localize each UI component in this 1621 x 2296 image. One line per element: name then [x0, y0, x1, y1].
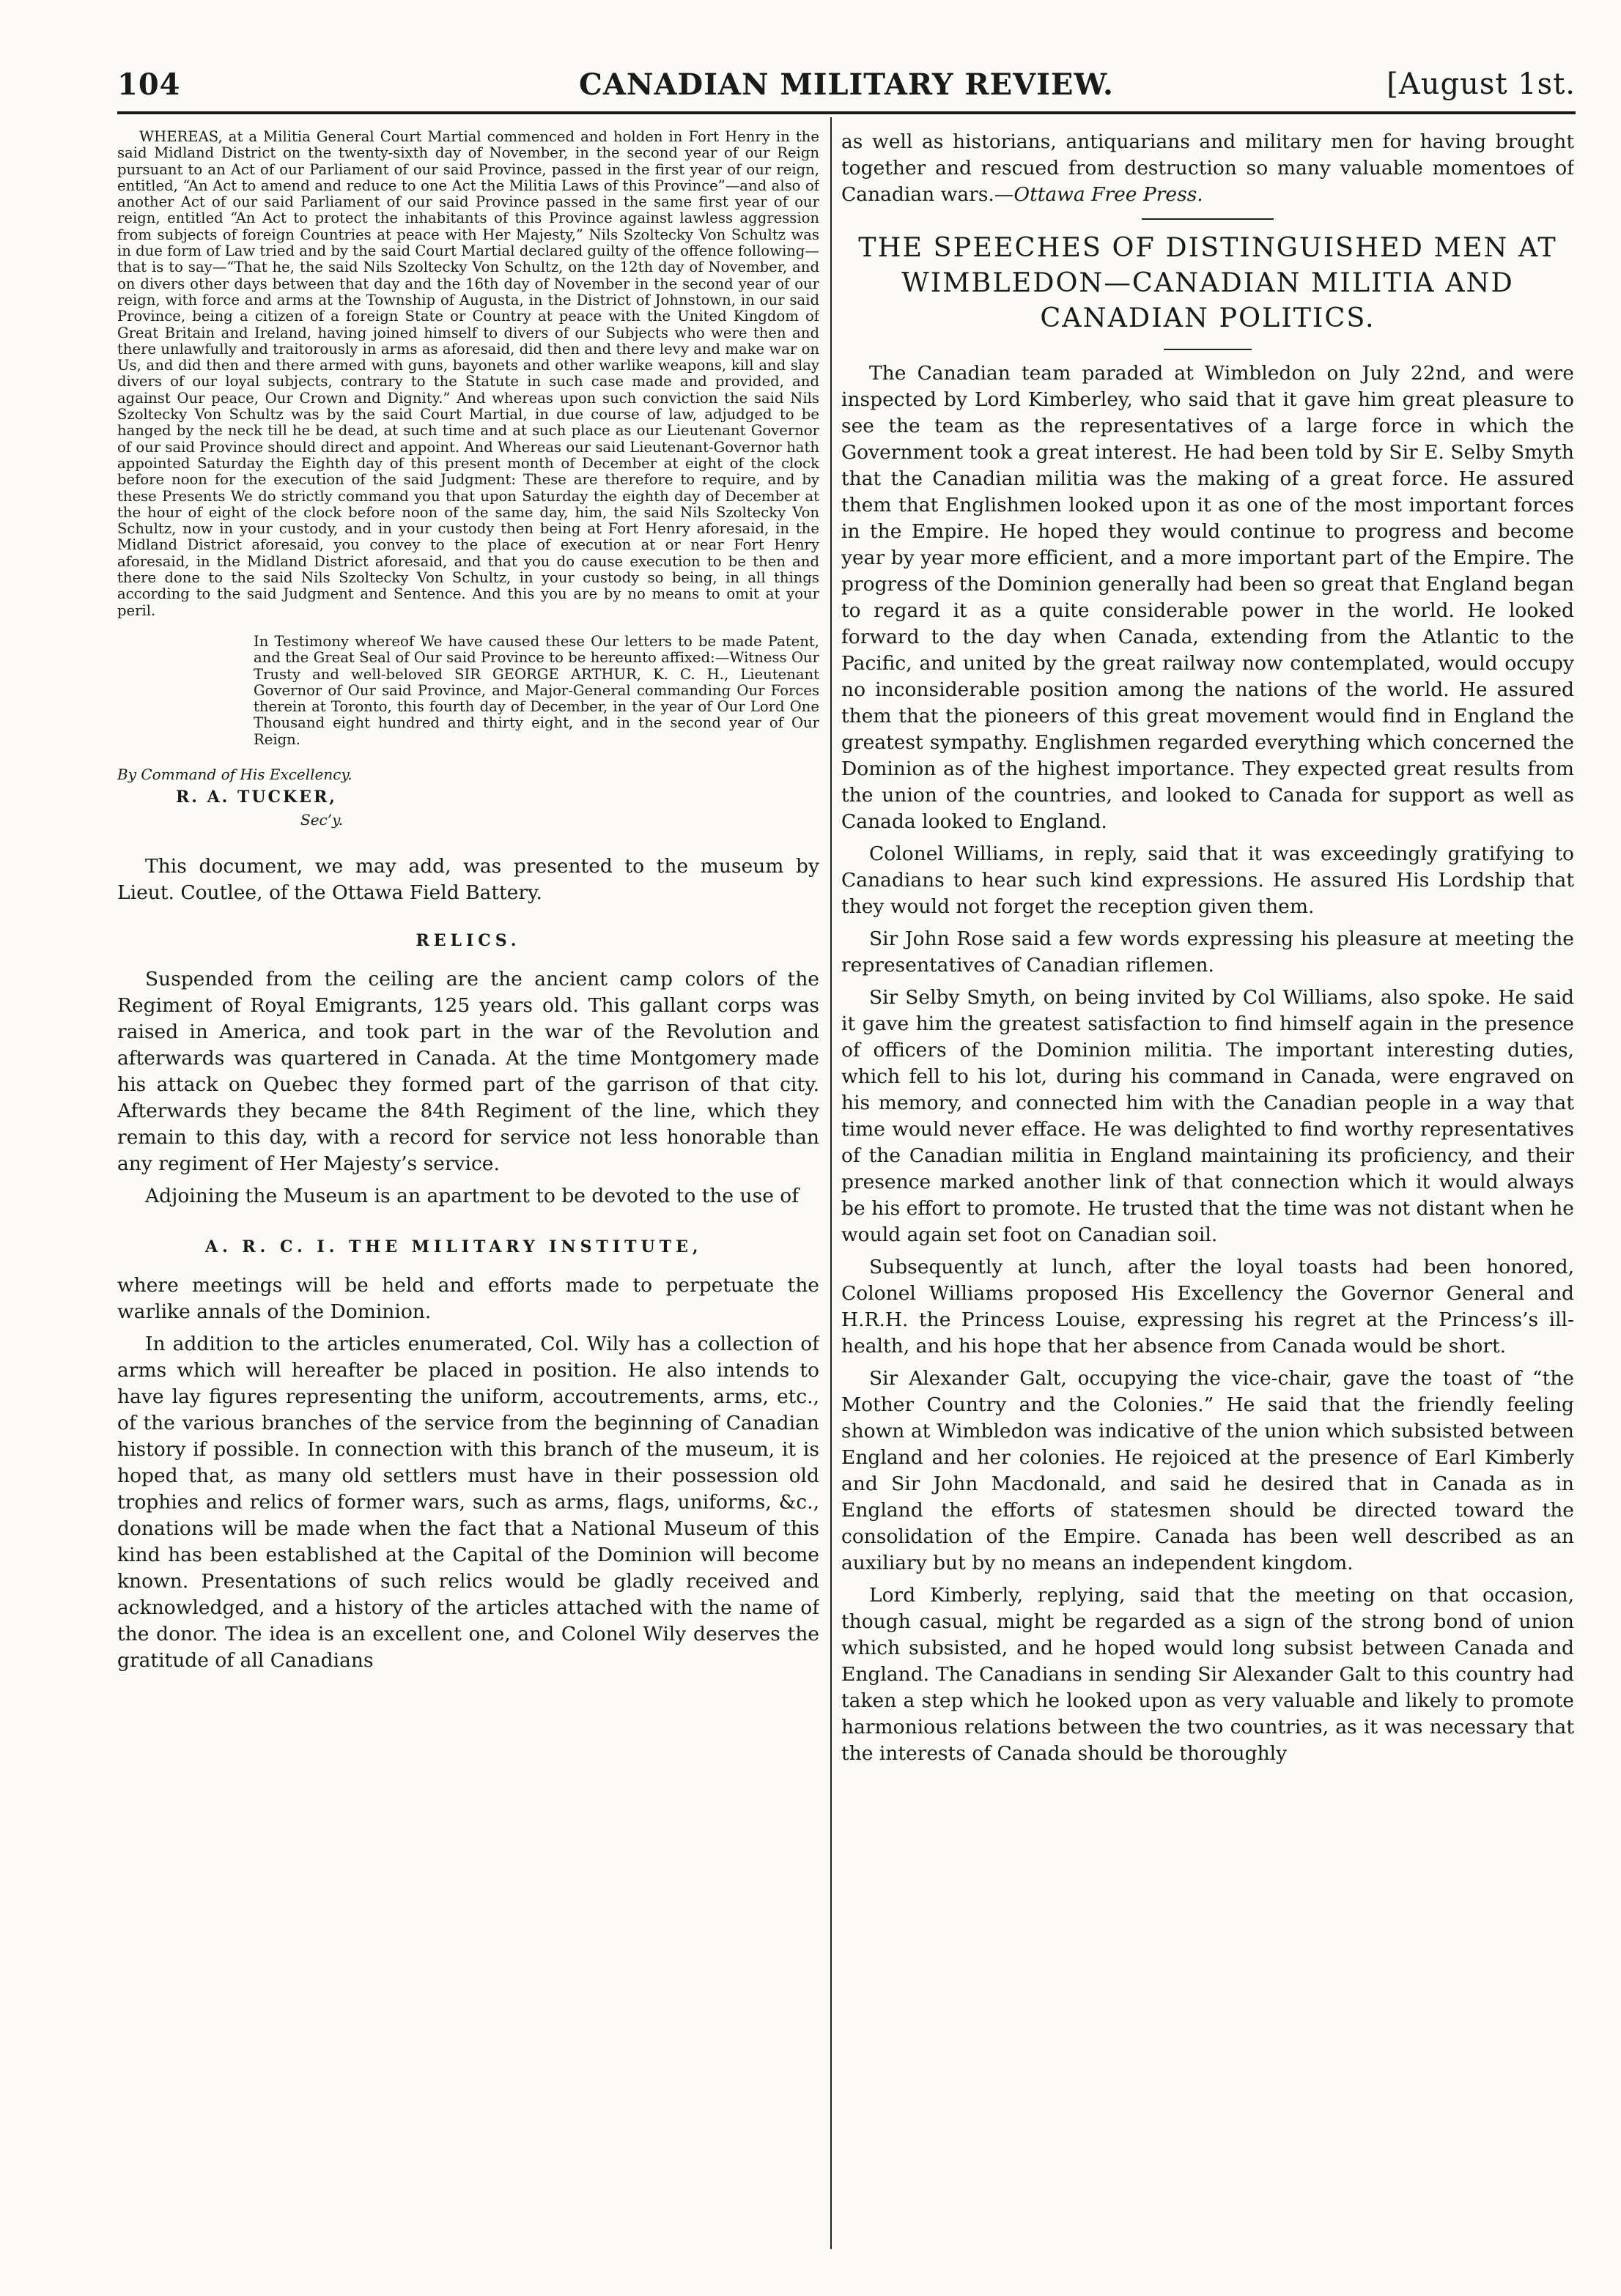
- source-credit: Ottawa Free Press.: [1013, 183, 1203, 206]
- continuation-paragraph: [841, 129, 1574, 208]
- institute-heading: A. R. C. I. THE MILITARY INSTITUTE,: [205, 1237, 703, 1256]
- adjoining-paragraph: Adjoining the Museum is an apartment to be devoted to the use of: [145, 1184, 800, 1207]
- signature-name: R. A. TUCKER,: [176, 787, 337, 807]
- article-paragraph: Sir Alexander Galt, occupying the vice-chair, gave the toast of “the Mother Country and the Colonies.” He said that the friendly feeling shown at Wimbledon was indicative of the union which subsisted between England and her colonies. He rejoiced at the presence of Earl Kimberly and Sir John Macdonald, and said he desired that in Canada as in England the efforts of statesmen should be directed toward the consolidation of the Empire. Canada has been well described as an auxiliary but by no means an independent kingdom.: [841, 1367, 1574, 1574]
- issue-date: [August 1st.: [1386, 67, 1576, 101]
- article-paragraph: Colonel Williams, in reply, said that it was exceedingly gratifying to Canadians to hear such kind expressions. He assured His Lordship that they would not forget the reception given them.: [841, 843, 1574, 918]
- signature-title: Sec’y.: [300, 810, 344, 829]
- testimony-clause: In Testimony whereof We have caused these Our letters to be made Patent, and the Great Seal of Our said Province to be hereunto affixed:—Witness Our Trusty and well-beloved SIR GEORGE ARTHUR, K. C. H., Lieutenant Governor of Our said Province, and Major-General commanding Our Forces therein at Toronto, this fourth day of December, in the year of Our Lord One Thousand eight hundred and thirty eight, and in the second year of Our Reign.: [254, 632, 819, 748]
- by-command-line: By Command of His Excellency.: [117, 765, 352, 783]
- header-rule: [117, 111, 1576, 114]
- article-paragraph: Lord Kimberly, replying, said that the meeting on that occasion, though casual, might be regarded as a sign of the strong bond of union which subsisted, and he hoped would long subsist between Canada and England. The Canadians in sending Sir Alexander Galt to this country had taken a step which he looked upon as very valuable and likely to promote harmonious relations between the two countries, as it was necessary that the interests of Canada should be thoroughly: [841, 1584, 1574, 1765]
- presented-paragraph: This document, we may add, was presented to the museum by Lieut. Coutlee, of the Ottawa Field Battery.: [117, 854, 819, 904]
- page-number: 104: [117, 67, 181, 102]
- warrant-text: WHEREAS, at a Militia General Court Martial commenced and holden in Fort Henry in the said Midland District on the twenty-sixth day of November, in the second year of our Reign pursuant to an Act of our Parliament of our said Province, passed in the first year of our reign, entitled, “An Act to amend and reduce to one Act the Militia Laws of this Province”—and also of another Act of our said Parliament of our said Province passed in the same first year of our reign, entitled “An Act to protect the inhabitants of this Province against lawless aggression from subjects of foreign Countries at peace with Her Majesty,” Nils Szoltecky Von Schultz was in due form of Law tried and by the said Court Martial declared guilty of the offence following—that is to say—“That he, the said Nils Szoltecky Von Schultz, on the 12th day of November, and on divers other days between that day and the 16th day of November in the second year of our reign, with force and arms at the Township of Augusta, in the District of Johnstown, in our said Province, being a citizen of a foreign State or Country at peace with the United Kingdom of Great Britain and Ireland, having joined himself to divers of our Subjects who were then and there unlawfully and traitorously in arms as aforesaid, did then and there levy and make war on Us, and did then and there armed with guns, bayonets and other warlike weapons, kill and slay divers of our loyal subjects, contrary to the Statute in such case made and provided, and against Our peace, Our Crown and Dignity.” And whereas upon such conviction the said Nils Szoltecky Von Schultz was by the said Court Martial, in due course of law, adjudged to be hanged by the neck till he be dead, at such time and at such place as our Lieutenant Governor of our said Province should direct and appoint. And Whereas our said Lieutenant-Governor hath appointed Saturday the Eighth day of this present month of December at eight of the clock before noon for the execution of the said Judgment: These are therefore to require, and by these Presents We do strictly command you that upon Saturday the eighth day of December at the hour of eight of the clock before noon of the same day, him, the said Nils Szoltecky Von Schultz, now in your custody, and in your custody then being at Fort Henry aforesaid, in the Midland District aforesaid, you convey to the place of execution at or near Fort Henry aforesaid, in the Midland District aforesaid, and that you do cause execution to be then and there done to the said Nils Szoltecky Von Schultz, in your custody so being, in all things according to the said Judgment and Sentence. And this you are by no means to omit at your peril.: [117, 129, 819, 619]
- article-paragraph: Subsequently at lunch, after the loyal toasts had been honored, Colonel Williams proposed His Excellency the Governor General and H.R.H. the Princess Louise, expressing his regret at the Princess’s ill-health, and his hope that her absence from Canada would be short.: [841, 1256, 1574, 1358]
- article-paragraph: Sir John Rose said a few words expressing his pleasure at meeting the representatives of Canadian riflemen.: [841, 927, 1574, 977]
- relics-paragraph: Suspended from the ceiling are the ancient camp colors of the Regiment of Royal Emigrants, 125 years old. This gallant corps was raised in America, and took part in the war of the Revolution and afterwards was quartered in Canada. At the time Montgomery made his attack on Quebec they formed part of the garrison of that city. Afterwards they became the 84th Regiment of the line, which they remain to this day, with a record for service not less honorable than any regiment of Her Majesty’s service.: [117, 967, 819, 1175]
- headline-rule: [1164, 349, 1252, 350]
- right-column: [841, 129, 1574, 2254]
- article-paragraph: Sir Selby Smyth, on being invited by Col Williams, also spoke. He said it gave him the greatest satisfaction to find himself again in the presence of officers of the Dominion militia. The important interesting duties, which fell to his lot, during his command in Canada, were engraved on his memory, and connected him with the Canadian people in a way that time would never efface. He was delighted to find worthy representatives of the Canadian militia in England maintaining its proficiency, and their presence marked another link of that connection which it would always be his effort to promote. He trusted that the time was not distant when he would again set foot on Canadian soil.: [841, 986, 1574, 1246]
- continuation-text: as well as historians, antiquarians and military men for having brought together and rescued from destruction so many valuable momentoes of Canadian wars.—: [841, 130, 1574, 206]
- addition-paragraph: In addition to the articles enumerated, Col. Wily has a collection of arms which will hereafter be placed in position. He also intends to have lay figures representing the uniform, accoutrements, arms, etc., of the various branches of the service from the beginning of Canadian history if possible. In connection with this branch of the museum, it is hoped that, as many old settlers must have in their possession old trophies and relics of former wars, such as arms, flags, uniforms, &c., donations will be made when the fact that a National Museum of this kind has been established at the Capital of the Dominion will become known. Presentations of such relics would be gladly received and acknowledged, and a history of the articles attached with the name of the donor. The idea is an excellent one, and Colonel Wily deserves the gratitude of all Canadians: [117, 1332, 819, 1672]
- meetings-paragraph: where meetings will be held and efforts made to perpetuate the warlike annals of the Dominion.: [117, 1273, 819, 1323]
- article-headline: THE SPEECHES OF DISTINGUISHED MEN AT WIMBLEDON—CANADIAN MILITIA AND CANADIAN POLITICS.: [858, 232, 1557, 333]
- left-column: [117, 129, 819, 2254]
- article-paragraph: The Canadian team paraded at Wimbledon on July 22nd, and were inspected by Lord Kimberley, who said that it gave him great pleasure to see the team as the representatives of a large force in which the Government took a great interest. He had been told by Sir E. Selby Smyth that the Canadian militia was the making of a great force. He assured them that Englishmen looked upon it as one of the most important forces in the Empire. He hoped they would continue to progress and become year by year more efficient, and a more important part of the Empire. The progress of the Dominion generally had been so great that England began to regard it as a quite considerable power in the world. He looked forward to the day when Canada, extending from the Atlantic to the Pacific, and united by the great railway now contemplated, would occupy no inconsiderable position among the nations of the world. He assured them that the pioneers of this great movement would find in England the greatest sympathy. Englishmen regarded everything which concerned the Dominion as of the highest importance. They expected great results from the union of the countries, and looked to Canada for support as well as Canada looked to England.: [841, 362, 1574, 833]
- section-rule: [1142, 218, 1274, 220]
- column-rule: [830, 117, 832, 2249]
- relics-heading: RELICS.: [416, 930, 521, 950]
- running-header: [117, 67, 1576, 111]
- journal-title: CANADIAN MILITARY REVIEW.: [579, 67, 1114, 102]
